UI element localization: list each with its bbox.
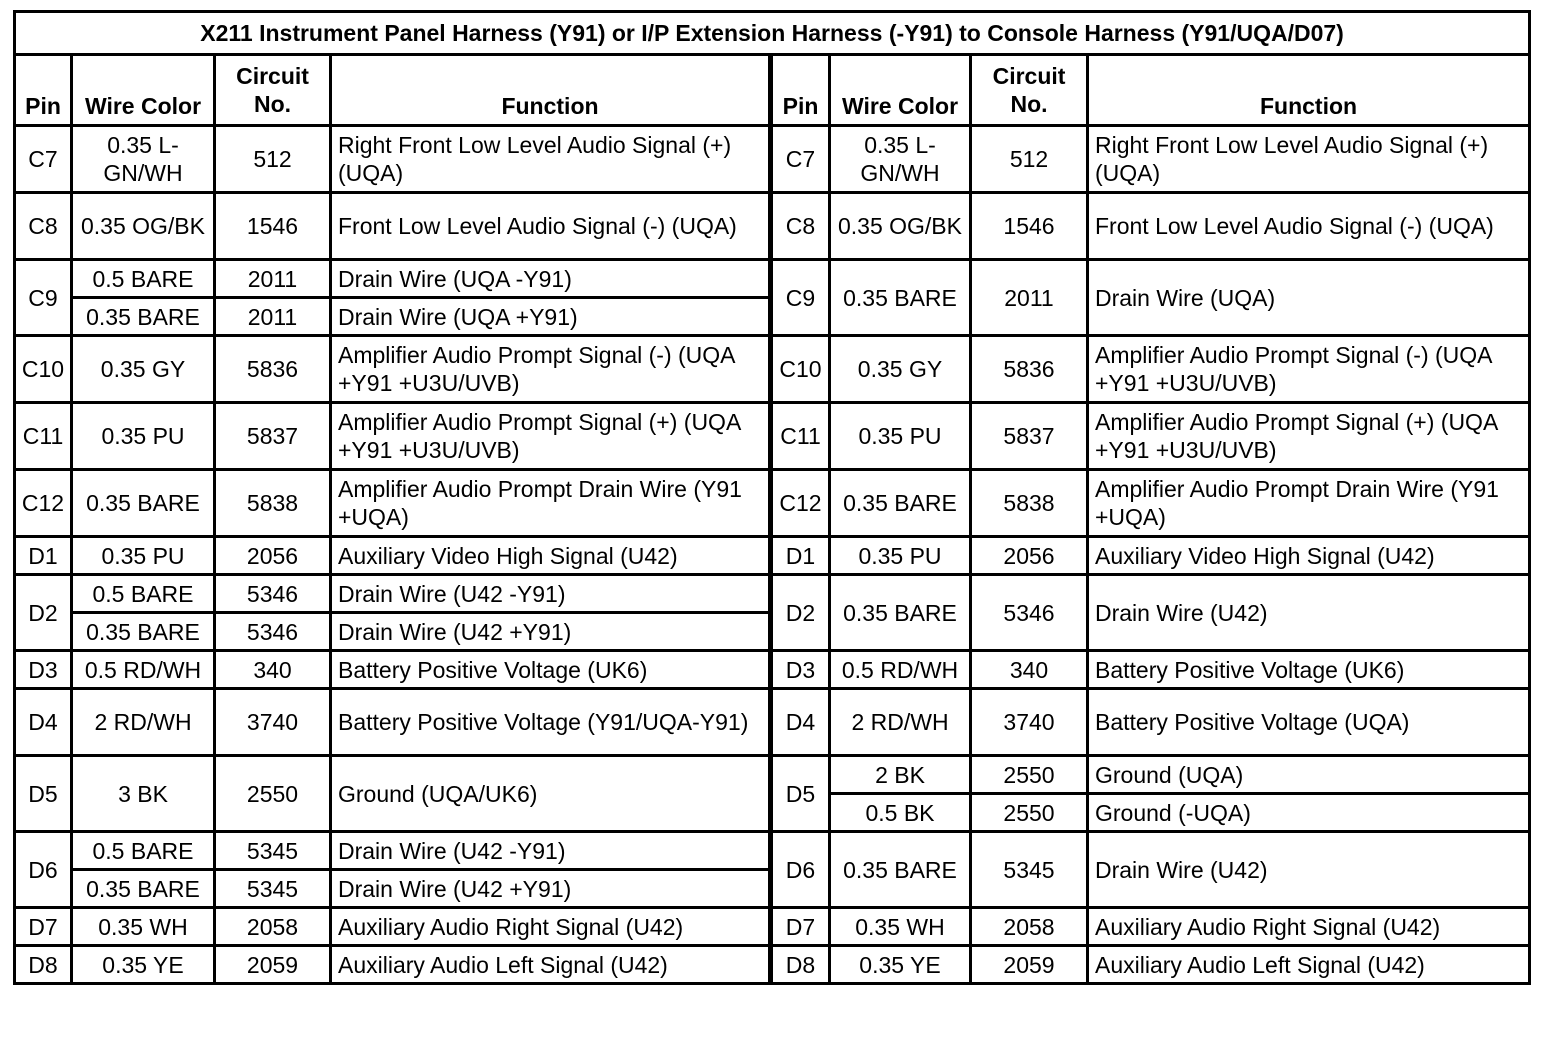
function-cell-left: Auxiliary Audio Left Signal (U42): [331, 946, 771, 984]
wire-color-cell-right: 0.35 BARE: [830, 260, 971, 336]
pin-cell-right: C9: [771, 260, 830, 336]
circuit-no-cell-left: 2011: [215, 298, 331, 336]
circuit-no-cell-left: 2550: [215, 756, 331, 832]
pin-cell-right: D4: [771, 689, 830, 756]
function-cell-left: Drain Wire (U42 -Y91): [331, 575, 771, 613]
circuit-no-cell-right: 2550: [971, 794, 1088, 832]
circuit-no-cell-right: 1546: [971, 193, 1088, 260]
circuit-no-cell-left: 2011: [215, 260, 331, 298]
function-cell-left: Amplifier Audio Prompt Signal (-) (UQA +Y91 +U3U/UVB): [331, 336, 771, 403]
pin-cell-right: D8: [771, 946, 830, 984]
table-row: [15, 946, 1530, 984]
circuit-no-cell-right: 5836: [971, 336, 1088, 403]
table-row: [15, 403, 1530, 470]
wire-color-cell-left: 0.35 GY: [72, 336, 215, 403]
circuit-no-cell-right: 5346: [971, 575, 1088, 651]
header-circuit-no-left: Circuit No.: [215, 55, 331, 126]
function-cell-right: Front Low Level Audio Signal (-) (UQA): [1088, 193, 1530, 260]
wire-color-cell-right: 0.5 RD/WH: [830, 651, 971, 689]
function-cell-left: Auxiliary Audio Right Signal (U42): [331, 908, 771, 946]
wire-color-cell-left: 2 RD/WH: [72, 689, 215, 756]
wire-color-cell-left: 0.35 PU: [72, 403, 215, 470]
wire-color-cell-right: 0.35 PU: [830, 403, 971, 470]
wire-color-cell-left: 0.35 BARE: [72, 298, 215, 336]
table-body: [15, 126, 1530, 984]
circuit-no-cell-right: 340: [971, 651, 1088, 689]
pin-cell-left: C12: [15, 470, 72, 537]
wire-color-cell-right: 2 RD/WH: [830, 689, 971, 756]
circuit-no-cell-left: 5836: [215, 336, 331, 403]
function-cell-left: Drain Wire (UQA +Y91): [331, 298, 771, 336]
pin-cell-left: D2: [15, 575, 72, 651]
pin-cell-right: D6: [771, 832, 830, 908]
circuit-no-cell-right: 2550: [971, 756, 1088, 794]
pin-cell-left: C11: [15, 403, 72, 470]
wire-color-cell-right: 0.35 OG/BK: [830, 193, 971, 260]
pin-cell-left: C10: [15, 336, 72, 403]
wire-color-cell-right: 0.35 BARE: [830, 832, 971, 908]
function-cell-left: Right Front Low Level Audio Signal (+) (UQA): [331, 126, 771, 193]
function-cell-left: Auxiliary Video High Signal (U42): [331, 537, 771, 575]
function-cell-right: Ground (-UQA): [1088, 794, 1530, 832]
circuit-no-cell-right: 2059: [971, 946, 1088, 984]
wire-color-cell-left: 0.5 RD/WH: [72, 651, 215, 689]
pin-cell-right: C11: [771, 403, 830, 470]
pin-cell-left: D6: [15, 832, 72, 908]
circuit-no-cell-left: 5345: [215, 870, 331, 908]
table-row: [15, 756, 1530, 794]
function-cell-left: Drain Wire (U42 +Y91): [331, 870, 771, 908]
pin-cell-right: C12: [771, 470, 830, 537]
table-row: [15, 651, 1530, 689]
table-row: [15, 689, 1530, 756]
wire-color-cell-right: 0.35 BARE: [830, 470, 971, 537]
pin-cell-left: D8: [15, 946, 72, 984]
circuit-no-cell-left: 2058: [215, 908, 331, 946]
wire-color-cell-right: 0.35 BARE: [830, 575, 971, 651]
document-page: [13, 10, 1528, 985]
function-cell-right: Amplifier Audio Prompt Signal (-) (UQA +Y91 +U3U/UVB): [1088, 336, 1530, 403]
pin-cell-right: D2: [771, 575, 830, 651]
circuit-no-cell-left: 2056: [215, 537, 331, 575]
function-cell-right: Drain Wire (U42): [1088, 832, 1530, 908]
circuit-no-cell-left: 340: [215, 651, 331, 689]
pin-cell-right: D5: [771, 756, 830, 832]
header-pin-right: Pin: [771, 55, 830, 126]
circuit-no-cell-left: 2059: [215, 946, 331, 984]
table-row: [15, 537, 1530, 575]
circuit-no-cell-right: 512: [971, 126, 1088, 193]
circuit-no-cell-right: 2011: [971, 260, 1088, 336]
pin-cell-right: C8: [771, 193, 830, 260]
circuit-no-cell-right: 5838: [971, 470, 1088, 537]
table-row: [15, 193, 1530, 260]
header-function-right: Function: [1088, 55, 1530, 126]
pin-cell-right: D3: [771, 651, 830, 689]
table-row: [15, 908, 1530, 946]
function-cell-left: Ground (UQA/UK6): [331, 756, 771, 832]
table-row: [15, 336, 1530, 403]
function-cell-left: Drain Wire (U42 -Y91): [331, 832, 771, 870]
function-cell-left: Battery Positive Voltage (UK6): [331, 651, 771, 689]
wire-color-cell-right: 0.5 BK: [830, 794, 971, 832]
function-cell-left: Amplifier Audio Prompt Signal (+) (UQA +Y91 +U3U/UVB): [331, 403, 771, 470]
wire-color-cell-left: 0.5 BARE: [72, 260, 215, 298]
circuit-no-cell-right: 5345: [971, 832, 1088, 908]
header-pin-left: Pin: [15, 55, 72, 126]
connector-pinout-table: [13, 10, 1531, 985]
table-title: X211 Instrument Panel Harness (Y91) or I/P Extension Harness (-Y91) to Console Harness (Y91/UQA/D07): [15, 12, 1530, 55]
function-cell-right: Ground (UQA): [1088, 756, 1530, 794]
table-row: [15, 260, 1530, 298]
function-cell-right: Battery Positive Voltage (UK6): [1088, 651, 1530, 689]
pin-cell-left: C9: [15, 260, 72, 336]
wire-color-cell-left: 0.5 BARE: [72, 832, 215, 870]
pin-cell-left: D7: [15, 908, 72, 946]
pin-cell-right: C7: [771, 126, 830, 193]
header-circuit-no-right: Circuit No.: [971, 55, 1088, 126]
function-cell-left: Drain Wire (U42 +Y91): [331, 613, 771, 651]
table-row: [15, 575, 1530, 613]
wire-color-cell-left: 0.35 YE: [72, 946, 215, 984]
function-cell-left: Drain Wire (UQA -Y91): [331, 260, 771, 298]
pin-cell-left: C7: [15, 126, 72, 193]
wire-color-cell-right: 0.35 L-GN/WH: [830, 126, 971, 193]
circuit-no-cell-left: 5345: [215, 832, 331, 870]
wire-color-cell-right: 0.35 PU: [830, 537, 971, 575]
function-cell-right: Drain Wire (U42): [1088, 575, 1530, 651]
function-cell-right: Battery Positive Voltage (UQA): [1088, 689, 1530, 756]
pin-cell-left: D5: [15, 756, 72, 832]
pin-cell-left: D1: [15, 537, 72, 575]
wire-color-cell-left: 3 BK: [72, 756, 215, 832]
function-cell-left: Front Low Level Audio Signal (-) (UQA): [331, 193, 771, 260]
circuit-no-cell-right: 2058: [971, 908, 1088, 946]
pin-cell-left: D3: [15, 651, 72, 689]
circuit-no-cell-left: 5838: [215, 470, 331, 537]
circuit-no-cell-right: 3740: [971, 689, 1088, 756]
wire-color-cell-left: 0.35 L-GN/WH: [72, 126, 215, 193]
table-row: [15, 832, 1530, 870]
wire-color-cell-left: 0.35 PU: [72, 537, 215, 575]
wire-color-cell-left: 0.5 BARE: [72, 575, 215, 613]
pin-cell-right: C10: [771, 336, 830, 403]
function-cell-left: Battery Positive Voltage (Y91/UQA-Y91): [331, 689, 771, 756]
header-wire-color-right: Wire Color: [830, 55, 971, 126]
circuit-no-cell-left: 5837: [215, 403, 331, 470]
pin-cell-right: D7: [771, 908, 830, 946]
function-cell-right: Amplifier Audio Prompt Drain Wire (Y91 +UQA): [1088, 470, 1530, 537]
table-row: [15, 470, 1530, 537]
function-cell-right: Auxiliary Audio Right Signal (U42): [1088, 908, 1530, 946]
wire-color-cell-left: 0.35 BARE: [72, 613, 215, 651]
circuit-no-cell-left: 512: [215, 126, 331, 193]
wire-color-cell-left: 0.35 WH: [72, 908, 215, 946]
wire-color-cell-right: 0.35 GY: [830, 336, 971, 403]
function-cell-right: Auxiliary Video High Signal (U42): [1088, 537, 1530, 575]
circuit-no-cell-right: 2056: [971, 537, 1088, 575]
circuit-no-cell-left: 5346: [215, 575, 331, 613]
wire-color-cell-left: 0.35 OG/BK: [72, 193, 215, 260]
pin-cell-right: D1: [771, 537, 830, 575]
function-cell-right: Auxiliary Audio Left Signal (U42): [1088, 946, 1530, 984]
wire-color-cell-right: 2 BK: [830, 756, 971, 794]
circuit-no-cell-left: 5346: [215, 613, 331, 651]
function-cell-right: Amplifier Audio Prompt Signal (+) (UQA +Y91 +U3U/UVB): [1088, 403, 1530, 470]
pin-cell-left: D4: [15, 689, 72, 756]
header-function-left: Function: [331, 55, 771, 126]
circuit-no-cell-left: 3740: [215, 689, 331, 756]
function-cell-left: Amplifier Audio Prompt Drain Wire (Y91 +UQA): [331, 470, 771, 537]
pin-cell-left: C8: [15, 193, 72, 260]
wire-color-cell-right: 0.35 WH: [830, 908, 971, 946]
wire-color-cell-right: 0.35 YE: [830, 946, 971, 984]
function-cell-right: Right Front Low Level Audio Signal (+) (UQA): [1088, 126, 1530, 193]
wire-color-cell-left: 0.35 BARE: [72, 470, 215, 537]
table-row: [15, 126, 1530, 193]
header-wire-color-left: Wire Color: [72, 55, 215, 126]
circuit-no-cell-left: 1546: [215, 193, 331, 260]
function-cell-right: Drain Wire (UQA): [1088, 260, 1530, 336]
circuit-no-cell-right: 5837: [971, 403, 1088, 470]
wire-color-cell-left: 0.35 BARE: [72, 870, 215, 908]
